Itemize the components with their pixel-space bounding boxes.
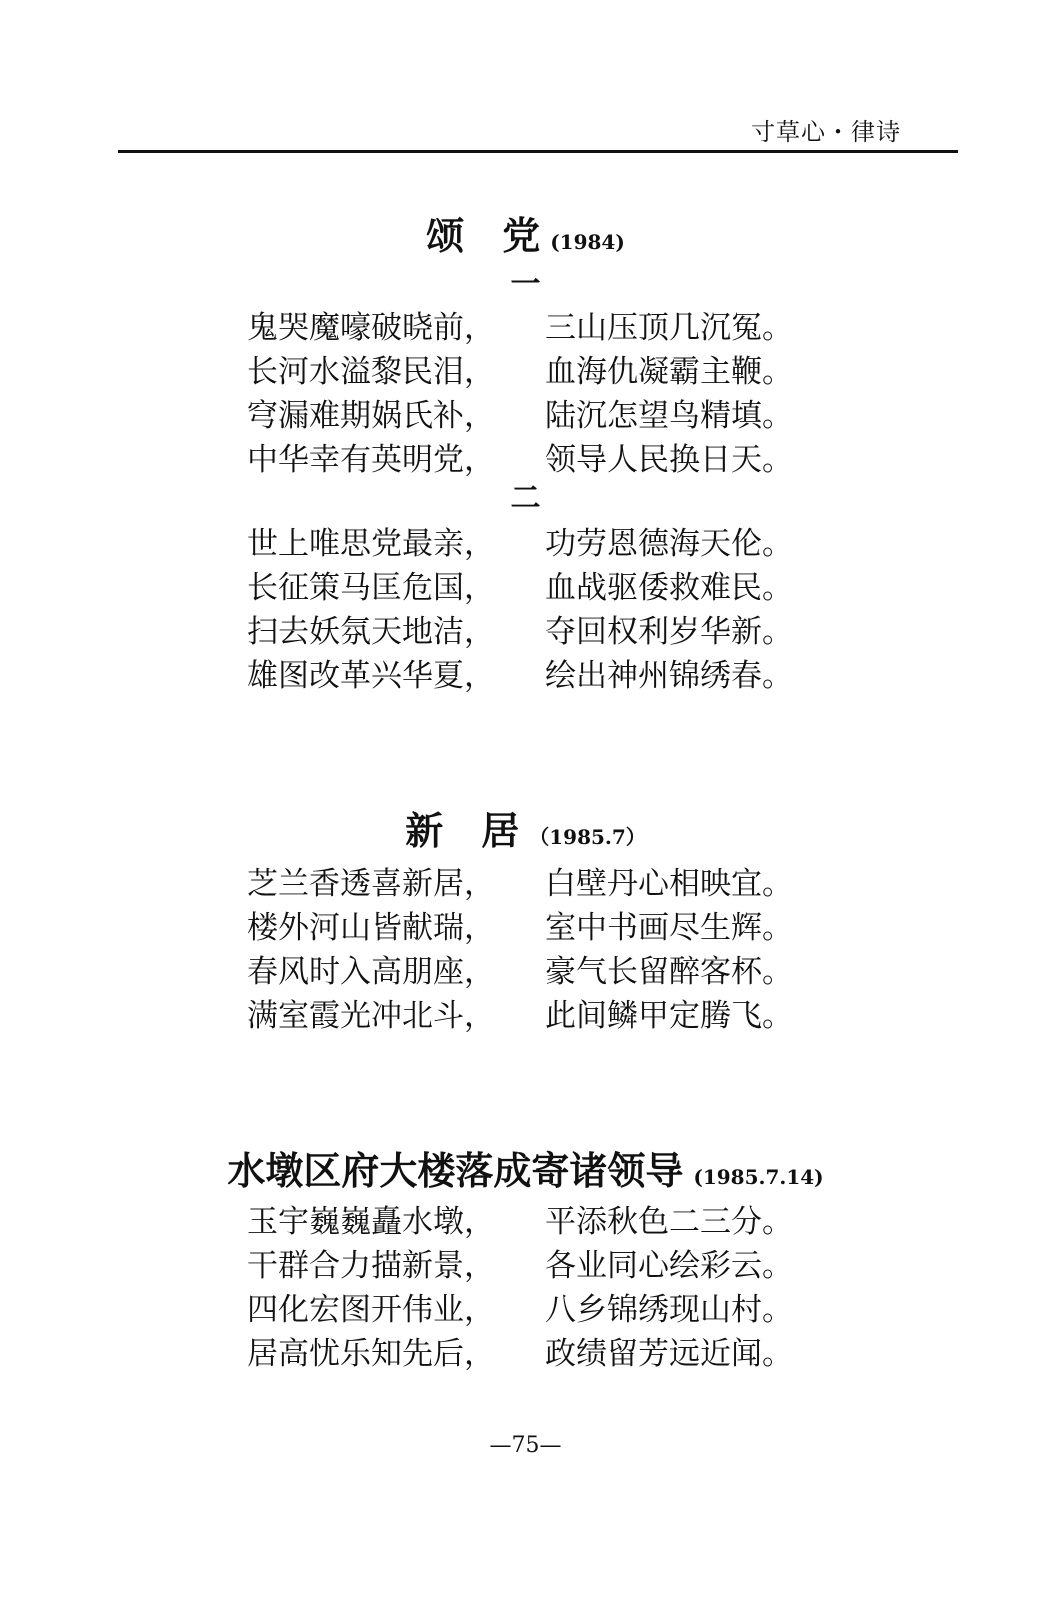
line-left: 雄图改革兴华夏，: [247, 658, 495, 694]
poem-line: [247, 950, 847, 994]
line-left: 四化宏图开伟业，: [247, 1292, 495, 1328]
poem-line: [247, 1332, 847, 1376]
line-right: 各业同心绘彩云。: [545, 1248, 793, 1284]
line-right: 领导人民换日天。: [545, 442, 793, 478]
poem-line: [247, 438, 847, 482]
poem-1-stanza-2: [247, 522, 847, 698]
poem-1-title-text: 颂 党: [426, 214, 541, 258]
line-left: 长征策马匡危国，: [247, 570, 495, 606]
section-number-2: 二: [510, 481, 541, 516]
poem-title-2: [0, 800, 1051, 855]
line-right: 功劳恩德海天伦。: [545, 526, 793, 562]
line-right: 政绩留芳远近闻。: [545, 1336, 793, 1372]
poem-2-date: （1985.7）: [529, 825, 646, 849]
line-right: 陆沉怎望鸟精填。: [545, 398, 793, 434]
poem-line: [247, 1244, 847, 1288]
poem-title-1: [0, 205, 1051, 260]
line-left: 满室霞光冲北斗，: [247, 998, 495, 1034]
line-right: 绘出神州锦绣春。: [545, 658, 793, 694]
section-number-1: 一: [510, 267, 541, 302]
line-right: 平添秋色二三分。: [545, 1204, 793, 1240]
poem-2-title-text: 新 居: [405, 809, 520, 853]
poem-1-stanza-1: [247, 306, 847, 482]
poem-line: [247, 394, 847, 438]
line-right: 三山压顶几沉冤。: [545, 310, 793, 346]
poem-line: [247, 522, 847, 566]
line-left: 芝兰香透喜新居，: [247, 866, 495, 902]
poem-line: [247, 994, 847, 1038]
line-left: 居高忧乐知先后，: [247, 1336, 495, 1372]
poem-line: [247, 862, 847, 906]
line-right: 血战驱倭救难民。: [545, 570, 793, 606]
poem-line: [247, 610, 847, 654]
line-right: 白壁丹心相映宜。: [545, 866, 793, 902]
line-right: 此间鳞甲定腾飞。: [545, 998, 793, 1034]
poem-3-stanza: [247, 1200, 847, 1376]
line-left: 楼外河山皆献瑞，: [247, 910, 495, 946]
poem-line: [247, 906, 847, 950]
poem-3-title-text: 水墩区府大楼落成寄诸领导: [227, 1149, 684, 1193]
poem-2-stanza: [247, 862, 847, 1038]
poem-line: [247, 566, 847, 610]
header-rule: [118, 150, 958, 153]
poem-line: [247, 654, 847, 698]
poem-line: [247, 350, 847, 394]
line-right: 豪气长留醉客杯。: [545, 954, 793, 990]
poem-1-date: (1984): [550, 230, 625, 254]
line-left: 穹漏难期娲氏补，: [247, 398, 495, 434]
poem-line: [247, 1288, 847, 1332]
running-header: 寸草心・律诗: [751, 118, 901, 146]
line-right: 八乡锦绣现山村。: [545, 1292, 793, 1328]
line-left: 扫去妖氛天地洁，: [247, 614, 495, 650]
poem-line: [247, 1200, 847, 1244]
page-number: —75—: [489, 1433, 562, 1458]
line-left: 干群合力描新景，: [247, 1248, 495, 1284]
poem-line: [247, 306, 847, 350]
poem-title-3: [0, 1140, 1051, 1195]
line-left: 玉宇巍巍矗水墩，: [247, 1204, 495, 1240]
line-left: 世上唯思党最亲，: [247, 526, 495, 562]
line-left: 鬼哭魔嚎破晓前，: [247, 310, 495, 346]
line-left: 长河水溢黎民泪，: [247, 354, 495, 390]
line-right: 夺回权利岁华新。: [545, 614, 793, 650]
line-left: 春风时入高朋座，: [247, 954, 495, 990]
poem-3-date: (1985.7.14): [693, 1165, 824, 1189]
line-right: 血海仇凝霸主鞭。: [545, 354, 793, 390]
line-right: 室中书画尽生辉。: [545, 910, 793, 946]
line-left: 中华幸有英明党，: [247, 442, 495, 478]
